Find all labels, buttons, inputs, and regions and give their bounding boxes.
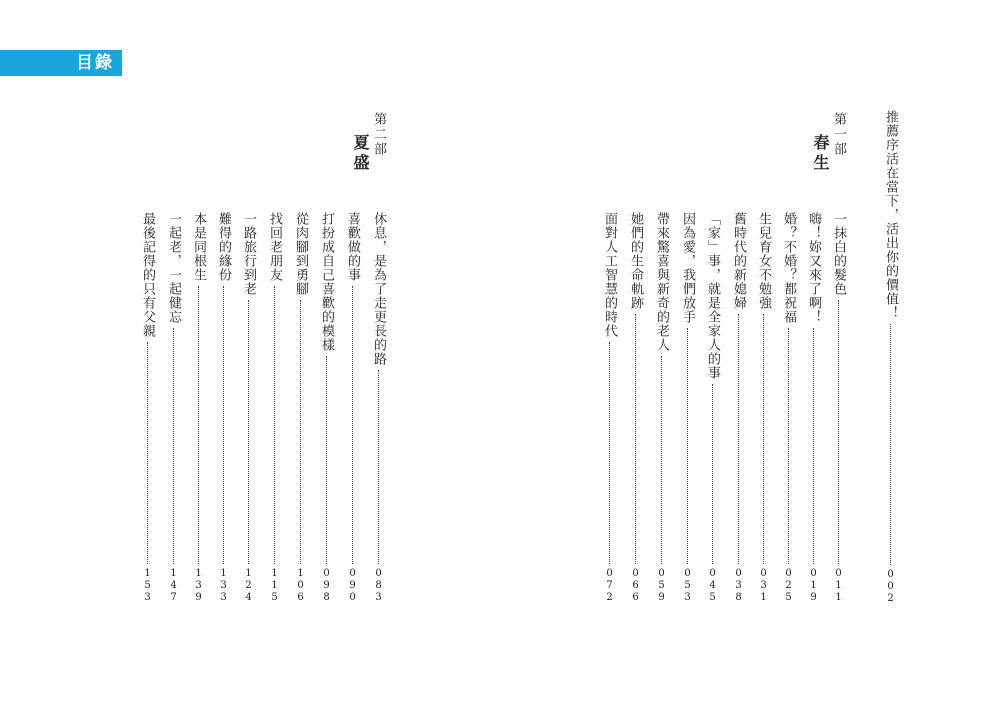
entry-title: 打扮成自己喜歡的模樣 [319,212,334,352]
entry-title: 一起老，一起健忘 [166,212,181,324]
dot-leader [678,324,696,568]
page-number: 098 [321,568,332,604]
toc-entry[interactable] [291,212,309,604]
page-number: 019 [808,568,819,604]
toc-entry[interactable] [265,212,283,604]
entry-title: 休息，是為了走更長的路 [371,212,386,366]
dot-leader [164,324,182,568]
page-number: 083 [373,568,384,604]
toc-entry[interactable] [779,212,797,604]
toc-entry[interactable] [317,212,335,604]
dot-leader [317,352,335,568]
toc-entry[interactable] [729,212,747,604]
toc-entry[interactable] [754,212,772,604]
page-number: 045 [707,568,718,604]
page-number: 147 [168,568,179,604]
page-number: 059 [656,568,667,604]
entry-title: 因為愛，我們放手 [680,212,695,324]
dot-leader [779,324,797,568]
part-label: 第二部 [371,112,386,157]
toc-entry[interactable] [600,212,618,604]
part-heading [811,112,847,174]
page-number: 106 [295,568,306,604]
dot-leader [754,310,772,568]
dot-leader [829,296,847,568]
preface-label: 推薦序 [883,110,898,152]
toc-entry[interactable] [804,212,822,604]
page-number: 090 [347,568,358,604]
preface-title: 活在當下，活出你的價值！ [883,152,898,320]
dot-leader [652,352,670,568]
entry-title: 本是同根生 [191,212,206,282]
page-number: 139 [193,568,204,604]
entry-title: 喜歡做的事 [345,212,360,282]
entry-title: 找回老朋友 [267,212,282,282]
entry-title: 嗨！妳又來了啊！ [806,212,821,324]
dot-leader [138,338,156,568]
entry-title: 一抹白的髮色 [831,212,846,296]
page-number: 072 [604,568,615,604]
page-number: 002 [885,569,896,605]
toc-entry[interactable] [189,212,207,604]
toc-entry[interactable] [369,212,387,604]
entry-title: 她們的生命軌跡 [628,212,643,310]
entry-title: 帶來驚喜與新奇的老人 [654,212,669,352]
entry-title: 婚？不婚？都祝福 [781,212,796,324]
page-number: 115 [269,568,280,604]
page-title: 目錄 [76,53,114,73]
entry-title: 難得的緣份 [216,212,231,282]
toc-entry[interactable] [138,212,156,604]
part-label: 第一部 [831,112,846,157]
toc-entry[interactable] [652,212,670,604]
dot-leader [600,338,618,568]
entry-title: 面對人工智慧的時代 [602,212,617,338]
dot-leader [189,282,207,568]
page-number: 153 [142,568,153,604]
dot-leader [265,282,283,568]
toc-entry[interactable] [678,212,696,604]
toc-entry[interactable] [239,212,257,604]
dot-leader [804,324,822,568]
dot-leader [291,296,309,568]
part-name: 夏盛 [351,134,370,174]
dot-leader [881,320,899,569]
dot-leader [239,296,257,568]
entry-title: 一路旅行到老 [241,212,256,296]
entry-title: 舊時代的新媳婦 [731,212,746,310]
dot-leader [703,380,721,568]
page-number: 053 [682,568,693,604]
page-number: 011 [833,568,844,604]
dot-leader [626,310,644,568]
dot-leader [343,282,361,568]
entry-title: 「家」事，就是全家人的事 [705,212,720,380]
page-number: 124 [243,568,254,604]
page-number: 066 [630,568,641,604]
part-heading [351,112,387,174]
toc-preface[interactable] [881,110,899,605]
dot-leader [214,282,232,568]
entry-title: 生兒育女不勉強 [756,212,771,310]
entry-title: 最後記得的只有父親 [140,212,155,338]
toc-entry[interactable] [703,212,721,604]
toc-entry[interactable] [829,212,847,604]
page-number: 133 [218,568,229,604]
toc-entry[interactable] [214,212,232,604]
page-number: 025 [783,568,794,604]
page-number: 031 [758,568,769,604]
toc-entry[interactable] [164,212,182,604]
part-name: 春生 [811,134,830,174]
dot-leader [369,366,387,568]
entry-title: 從肉腳到勇腳 [293,212,308,296]
page-number: 038 [733,568,744,604]
dot-leader [729,310,747,568]
toc-entry[interactable] [626,212,644,604]
toc-entry[interactable] [343,212,361,604]
